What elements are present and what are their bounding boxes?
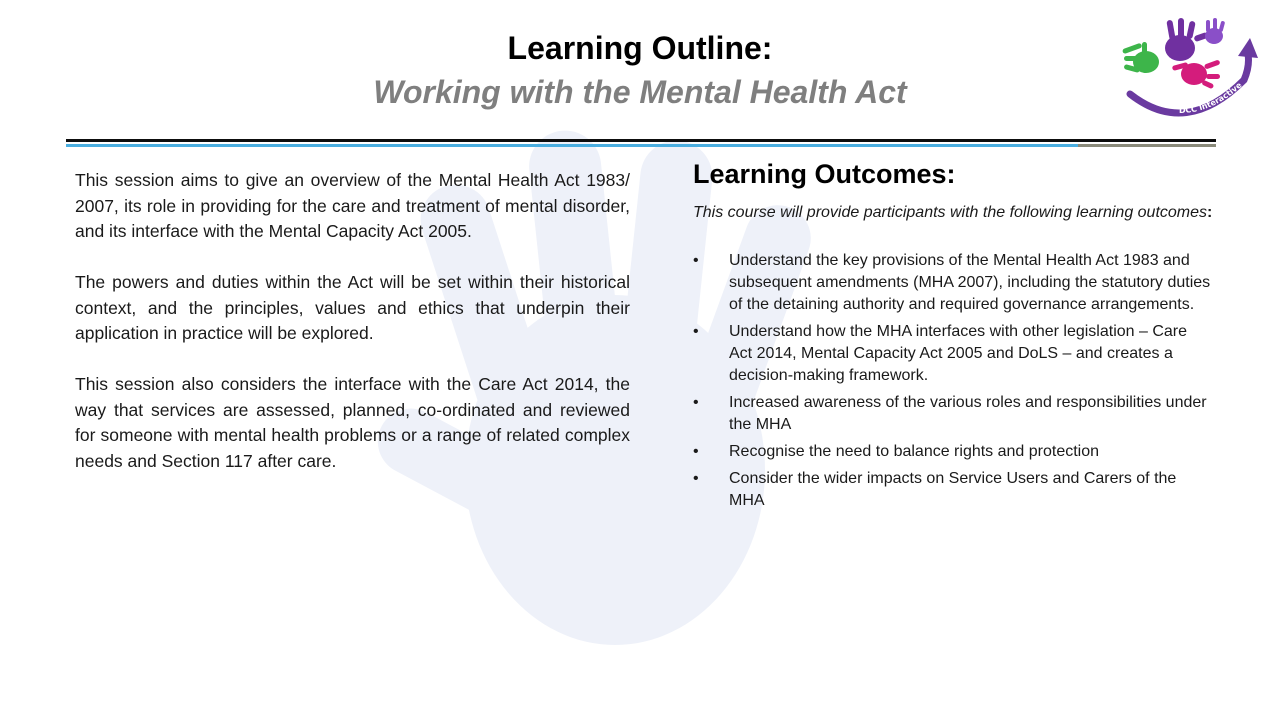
outcome-text: Increased awareness of the various roles and responsibilities under the MHA (729, 394, 1207, 433)
divider-line-tail (1078, 144, 1216, 147)
logo-text: DCC Interactive (1179, 80, 1244, 115)
slide-subtitle: Working with the Mental Health Act (373, 74, 907, 110)
outcomes-intro-colon: : (1207, 204, 1213, 221)
list-item (693, 392, 1213, 436)
list-item (693, 441, 1213, 463)
bullet-icon: • (693, 323, 699, 340)
overview-paragraph: This session also considers the interface with the Care Act 2014, the way that services are assessed, planned, co-ordinated and reviewed for someone with mental health problems or a range of related complex needs and Section 117 after care. (75, 374, 630, 471)
overview-paragraph: The powers and duties within the Act will be set within their historical context, and the principles, values and ethics that underpin their application in practice will be explored. (75, 272, 630, 343)
outcomes-intro-text: This course will provide participants with the following learning outcomes (693, 204, 1208, 221)
purple-hand-icon (1165, 18, 1209, 61)
divider-line-dark (66, 139, 1216, 142)
violet-hand-icon (1205, 18, 1225, 44)
magenta-hand-icon (1172, 59, 1221, 89)
outcome-text: Consider the wider impacts on Service Users and Carers of the MHA (729, 470, 1177, 509)
list-item (693, 468, 1213, 512)
bullet-icon: • (693, 394, 699, 411)
outcome-text: Understand how the MHA interfaces with other legislation – Care Act 2014, Mental Capacity Act 2005 and DoLS – and creates a decision-making framework. (729, 323, 1188, 384)
bullet-icon: • (693, 252, 699, 269)
bullet-icon: • (693, 470, 699, 487)
dcc-interactive-logo (1116, 16, 1260, 128)
bullet-icon: • (693, 443, 699, 460)
outcomes-list (693, 250, 1213, 512)
green-hand-icon (1122, 42, 1159, 73)
overview-text (75, 168, 630, 500)
slide-header (0, 26, 1280, 114)
learning-outcomes (693, 156, 1213, 517)
outcome-text: Understand the key provisions of the Mental Health Act 1983 and subsequent amendments (MHA 2007), including the statutory duties of the detaining authority and required governance arrangements. (729, 252, 1211, 313)
list-item (693, 250, 1213, 316)
list-item (693, 321, 1213, 387)
overview-paragraph: This session aims to give an overview of the Mental Health Act 1983/ 2007, its role in providing for the care and treatment of mental disorder, and its interface with the Mental Capacity Act 2005. (75, 170, 630, 241)
outcome-text: Recognise the need to balance rights and protection (729, 443, 1100, 460)
outcomes-intro (693, 202, 1213, 224)
outcomes-heading: Learning Outcomes: (693, 159, 956, 189)
divider-line-blue (66, 144, 1078, 147)
slide-title: Learning Outline: (507, 30, 773, 66)
header-divider (66, 139, 1216, 149)
